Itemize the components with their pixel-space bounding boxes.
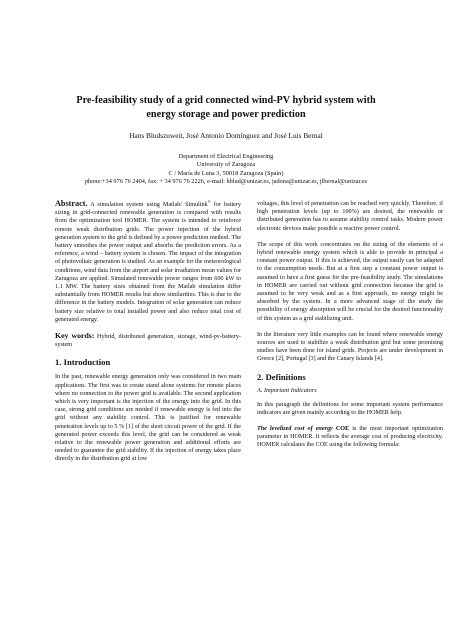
- coe-term: The levelized cost of energy: [257, 426, 333, 433]
- authors: Hans Bludszuweit, José Antonio Domínguez and José Luis Bernal: [129, 131, 323, 140]
- coe-definition: is the most important optimization parameter in HOMER. It reflects the average cost of producing electricity. HOMER calculates the COE using the following formula:: [257, 426, 443, 449]
- left-column: [55, 200, 241, 464]
- keywords-label: Key words:: [55, 331, 95, 341]
- affiliation-university: University of Zaragoza: [196, 161, 256, 169]
- section-2-paragraph-2: [257, 425, 443, 450]
- title-line-2: energy storage and power prediction: [146, 108, 306, 120]
- section-1-paragraph-2: The scope of this work concentrates on the sizing of the elements of a hybrid renewable energy system which is able to provide in principal a constant power output. If this is achieved, the output easily can be adapted to the consumption needs. But at a first step a constant power output is assumed to have a first guess for the pre-feasibility study. The simulations in HOMER are carried out without grid connection because the grid is assumed to be very weak and as a first approach, no energy might be absorbed by the system. In a more advanced stage of the study the possibility of energy absorption will be crucial for the desired functionality of this system as a grid stabilizing unit.: [257, 241, 443, 322]
- abstract-text-b: for battery sizing in grid-connected renewable generation is compared with results from the optimization tool HOMER. The system is intended to reinforce remote weak distribution grids. The power injection of the hybrid generation system to the grid is defined by a power prediction method. The battery smoothes the power output and absorbs the prediction errors. As a reference, a wind – battery system is chosen. The impact of the integration of photovoltaic generation is studied. As an example for the meteorological conditions, wind data from the airport and solar irradiation mean values for Zaragoza are applied. Simulated renewable power ranges from 600 kW to 1.1 MW. The battery sizes obtained from the Matlab simulation differ substantially from HOMER results but show similarities. This is due to the difference in the battery models. Integration of solar generation can reduce battery size relative to total installed power and also reduce total cost of generated energy.: [55, 202, 241, 323]
- subsection-a-heading: A. Important Indicators: [257, 386, 317, 394]
- section-1-paragraph-1: In the past, renewable energy generation only was considered in two main applications. The first was to create stand alone systems for remote places where no connection to the power grid is available. The second application which is very important is the injection of the energy into the grid. In this case, strong grid conditions are needed if renewable energy is fed into the grid without any stability control. This is justified for renewable penetration levels up to 5 % [1] of the short circuit power of the grid. If the generated power exceeds this level, the grid can be considered as weak relative to the renewable power generation and additional efforts are needed to guarantee the grid stability. If the injection of energy takes place directly in the distribution grid at low: [55, 374, 241, 463]
- abstract-text-a: A simulation system using Matlab/ Simulink: [87, 202, 208, 208]
- section-1-paragraph-3: In the literature very little examples can be found where renewable energy sources are used to stabilize a weak distribution grid but some promising studies have been done for island grids. Projects are under development in Greece [2], Portugal [3] and the Canary Islands [4].: [257, 331, 443, 363]
- registered-mark: ®: [207, 198, 211, 204]
- coe-abbrev: COE: [332, 426, 350, 433]
- keywords-text: Hybrid, distributed generation, storage, wind-pv-battery-system: [55, 334, 241, 349]
- paper-title: [40, 94, 412, 121]
- section-1-paragraph-1-continued: voltages, this level of penetration can be reached very quickly. Therefore, if high penetration levels (up to 100%) are desired, the renewable or distributed generation has to assume stability control tasks. Modern power electronic devices make possible a reactive power control.: [257, 201, 443, 232]
- affiliation-department: Department of Electrical Engineering: [178, 153, 274, 160]
- title-line-1: Pre-feasibility study of a grid connected wind-PV hybrid system with: [76, 95, 376, 106]
- section-1-heading: 1. Introduction: [55, 357, 111, 368]
- affiliation-address: C / María de Luna 3, 50018 Zaragoza (Spain): [168, 169, 284, 177]
- keywords: [55, 332, 241, 349]
- abstract: [55, 200, 241, 324]
- section-2-paragraph-1: In this paragraph the definitions for some important system performance indicators are given mainly according to the HOMER help.: [257, 401, 443, 416]
- right-column: [257, 200, 443, 450]
- abstract-label: Abstract.: [55, 199, 88, 208]
- affiliation-contact: phone:+34 976 76 2404, fax: + 34 976 76 2226, e-mail: hblud@unizar.es, jadona@unizar.es, jlbernal@unizar.es: [84, 177, 368, 185]
- affiliation: [20, 153, 432, 186]
- section-2-heading: 2. Definitions: [257, 371, 306, 382]
